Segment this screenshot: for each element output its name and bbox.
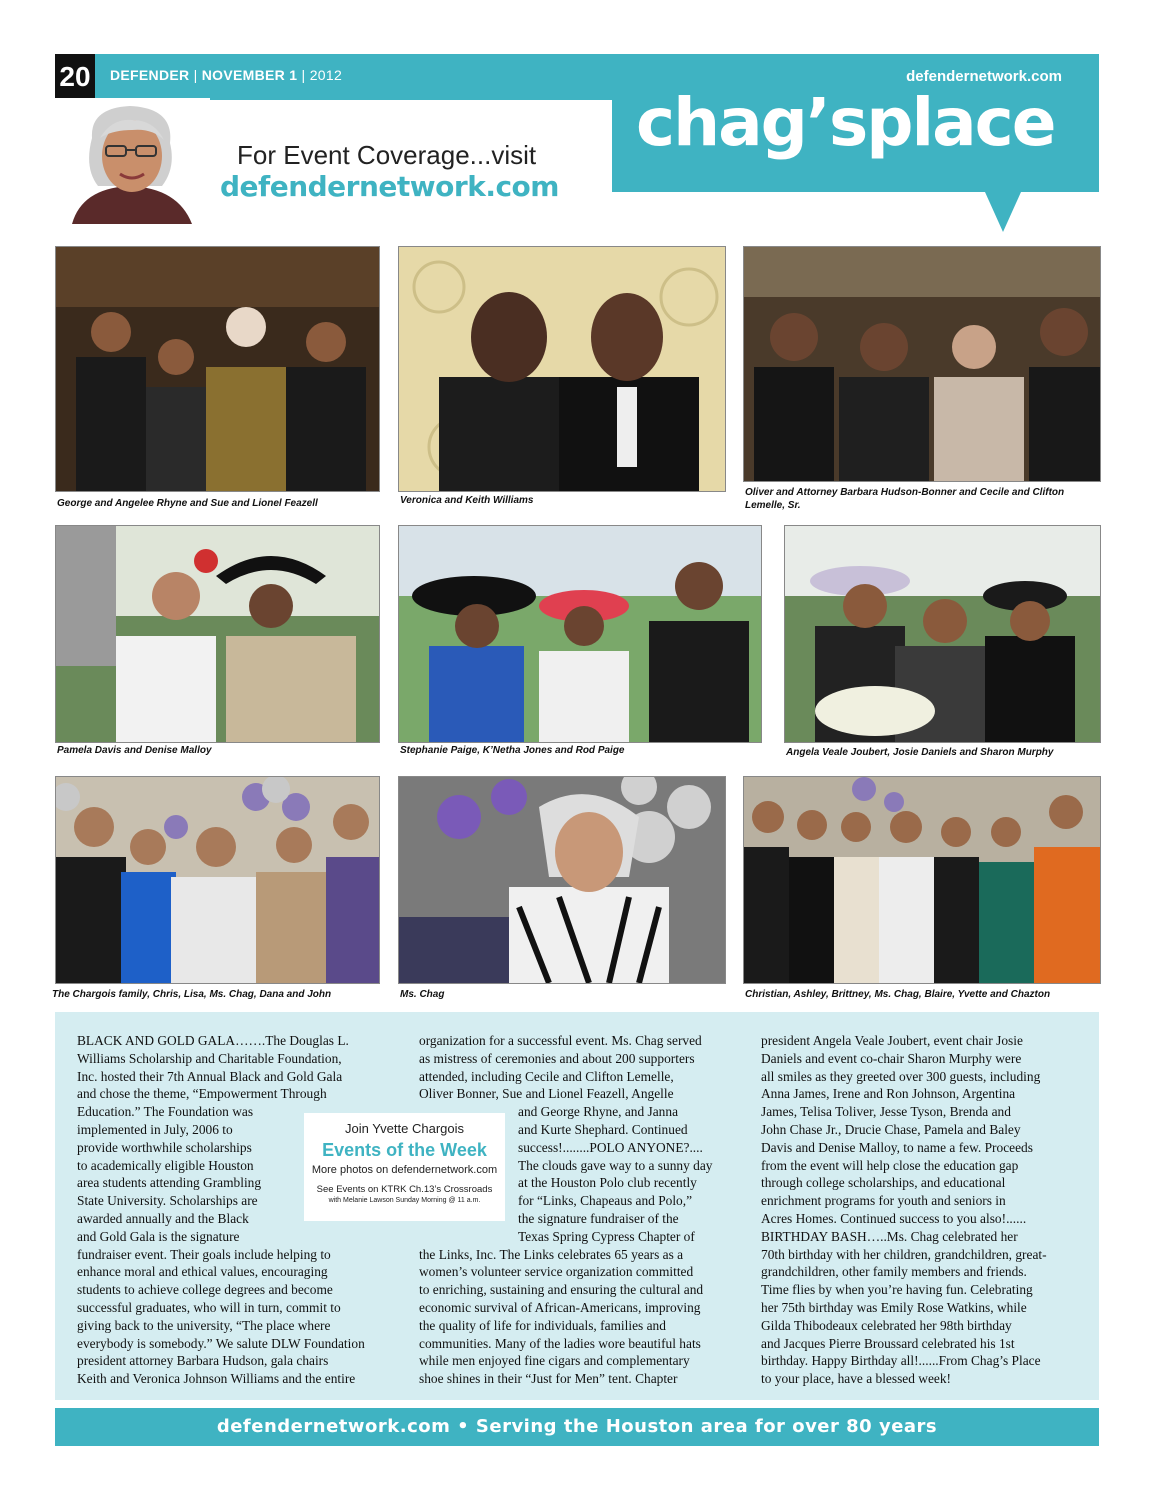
photo-caption: Oliver and Attorney Barbara Hudson-Bonner and Cecile and Clifton Lemelle, Sr. [745,487,1065,511]
article-line: John Chase Jr., Drucie Chase, Pamela and Baley [761,1121,1021,1137]
article-line: her 75th birthday was Emily Rose Watkins, while [761,1299,1027,1315]
article-line: to enriching, sustaining and ensuring the cultural and [419,1282,704,1298]
article-line: everybody is somebody.” We salute DLW Foundation [77,1335,365,1351]
article-line: James, Telisa Toliver, Jesse Tyson, Brenda and [761,1104,1011,1120]
article-line: women’s volunteer service organization committed [419,1264,694,1280]
events-promo-box [304,1113,505,1221]
article-line: shoe shines in their “Just for Men” tent. Chapter [419,1371,678,1387]
photo-caption: The Chargois family, Chris, Lisa, Ms. Chag, Dana and John [52,989,332,1000]
page-number: 20 [55,54,95,100]
masthead: DEFENDER | NOVEMBER 1 | 2012 [110,67,343,83]
article-line: attended, including Cecile and Clifton Lemelle, [419,1068,674,1084]
column-title: chag’splace [636,84,1055,161]
article-line: giving back to the university, “The place where [77,1317,331,1333]
article-line: Education.” The Foundation was [77,1104,254,1120]
speech-pointer [985,192,1021,232]
article-line: fundraiser event. Their goals include helping to [77,1246,331,1262]
photo-ms-chag [398,776,726,984]
article-line: Daniels and event co-chair Sharon Murphy were [761,1050,1022,1066]
photo-caption: Christian, Ashley, Brittney, Ms. Chag, Blaire, Yvette and Chazton [745,989,1051,1000]
article-line: the quality of life for individuals, families and [419,1317,666,1333]
article-line: and Gold Gala is the signature [77,1228,240,1244]
article-line: Time flies by when you’re having fun. Celebrating [761,1282,1033,1298]
article-line: enhance moral and ethical values, encouraging [77,1264,328,1280]
promo-title: Events of the Week [322,1140,487,1160]
photo-joubert-daniels-murphy [784,525,1101,743]
article-line: area students attending Grambling [77,1175,262,1191]
article-line: the Links, Inc. The Links celebrates 65 years as a [419,1246,684,1262]
article-line: Inc. hosted their 7th Annual Black and Gold Gala [77,1068,343,1084]
article-line: and Kurte Shephard. Continued [518,1121,688,1137]
columnist-portrait [52,98,210,224]
article-line: president attorney Barbara Hudson, gala chairs [77,1353,329,1369]
publication-name: DEFENDER [110,67,190,83]
article-line: Keith and Veronica Johnson Williams and the entire [77,1371,356,1387]
article-line: at the Houston Polo club recently [518,1175,697,1191]
article-line: organization for a successful event. Ms. Chag served [419,1033,702,1048]
article-line: The clouds gave way to a sunny day [518,1157,713,1173]
article-line: successful graduates, who will in turn, commit to [77,1299,341,1315]
photo-davis-malloy [55,525,380,743]
article-line: success!........POLO ANYONE?.... [518,1139,703,1155]
article-line: Texas Spring Cypress Chapter of [518,1228,695,1244]
article-line: Acres Homes. Continued success to you also!...... [761,1210,1027,1226]
article-line: to academically eligible Houston [77,1157,254,1173]
issue-date: NOVEMBER 1 [201,67,298,83]
article-line: all smiles as they greeted over 300 guests, including [761,1068,1041,1084]
photo-caption: Ms. Chag [400,989,445,1000]
article-line: grandchildren, other family members and friends. [761,1264,1027,1280]
article-line: Oliver Bonner, Sue and Lionel Feazell, Angelle [419,1086,674,1102]
article-line: and chose the theme, “Empowerment Through [77,1086,327,1102]
article-line: the signature fundraiser of the [518,1210,679,1226]
article-line: as mistress of ceremonies and about 200 supporters [419,1050,695,1066]
event-coverage-text: For Event Coverage...visit [237,140,537,170]
promo-more-photos: More photos on defendernetwork.com [311,1164,498,1176]
photo-rhyne-feazell [55,246,380,492]
article-line: economic survival of African-Americans, improving [419,1299,701,1315]
article-line: birthday. Happy Birthday all!......From Chag’s Place [761,1353,1041,1369]
footer-bar: defendernetwork.com • Serving the Houston area for over 80 years [55,1408,1099,1446]
article-line: 70th birthday with her children, grandchildren, great- [761,1246,1047,1262]
promo-time: with Melanie Lawson Sunday Morning @ 11 a.m. [328,1197,481,1204]
photo-caption: Pamela Davis and Denise Malloy [57,745,212,756]
article-line: to your place, have a blessed week! [761,1371,951,1387]
article-line: awarded annually and the Black [77,1210,249,1226]
photo-bonner-lemelle [743,246,1101,482]
article-line: through college scholarships, and educational [761,1175,1006,1191]
article-line: Davis and Denise Malloy, to name a few. Proceeds [761,1139,1033,1155]
article-line: Williams Scholarship and Charitable Foundation, [77,1050,342,1066]
photo-caption: Angela Veale Joubert, Josie Daniels and Sharon Murphy [786,747,1054,758]
article-line: BIRTHDAY BASH…..Ms. Chag celebrated her [761,1228,1018,1244]
promo-tv: See Events on KTRK Ch.13’s Crossroads [316,1184,493,1195]
article-line: provide worthwhile scholarships [77,1139,252,1155]
article-column-3 [761,1032,1091,1388]
article-line: State University. Scholarships are [77,1193,258,1209]
article-line: while men enjoyed fine cigars and complementary [419,1353,690,1369]
photo-grandchildren [743,776,1101,984]
event-coverage-link[interactable]: defendernetwork.com [220,170,559,203]
article-line: and George Rhyne, and Janna [518,1104,679,1120]
article-line: and Jacques Pierre Broussard celebrated his 1st [761,1335,1015,1351]
article-line: enrichment programs for youth and seniors in [761,1193,1006,1209]
header-site-link[interactable]: defendernetwork.com [906,68,1062,85]
photo-caption: Veronica and Keith Williams [400,495,534,506]
article-line: Gilda Thibodeaux celebrated her 98th birthday [761,1317,1012,1333]
article-line: students to achieve college degrees and become [77,1282,333,1298]
photo-caption: Stephanie Paige, K’Netha Jones and Rod Paige [400,745,625,756]
article-line: BLACK AND GOLD GALA…….The Douglas L. [77,1033,349,1048]
photo-paige-jones [398,525,762,743]
photo-veronica-keith [398,246,726,492]
photo-caption: George and Angelee Rhyne and Sue and Lionel Feazell [57,498,318,509]
article-line: president Angela Veale Joubert, event chair Josie [761,1033,1023,1048]
article-line: communities. Many of the ladies wore beautiful hats [419,1335,701,1351]
article-line: implemented in July, 2006 to [77,1121,233,1137]
issue-year: 2012 [309,67,343,83]
article-line: for “Links, Chapeaus and Polo,” [518,1193,693,1209]
article-line: from the event will help close the education gap [761,1157,1019,1173]
article-line: Anna James, Irene and Ron Johnson, Argentina [761,1086,1016,1102]
photo-chargois-family [55,776,380,984]
promo-host: Join Yvette Chargois [345,1121,464,1136]
